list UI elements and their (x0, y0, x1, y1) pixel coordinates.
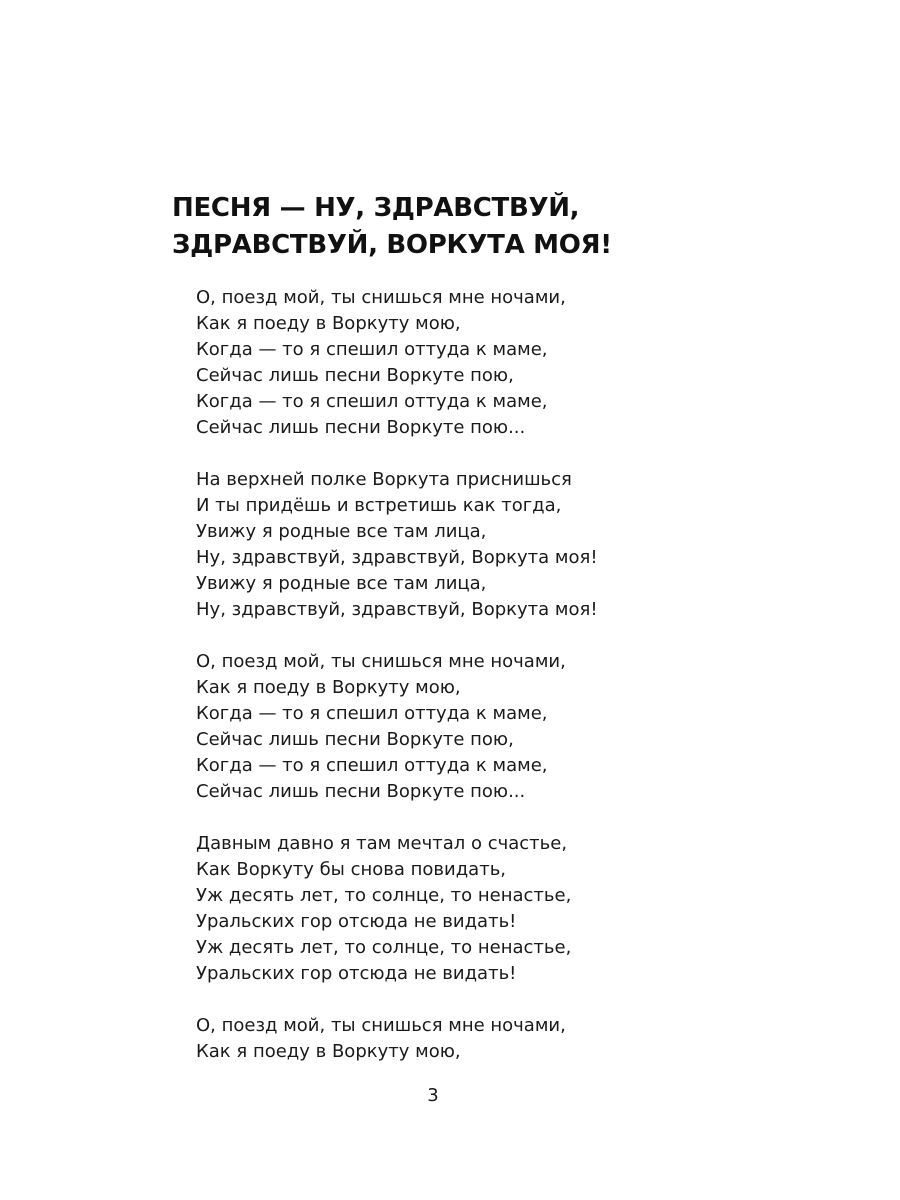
lyric-line: Ну, здравствуй, здравствуй, Воркута моя! (196, 547, 598, 568)
lyric-line: О, поезд мой, ты снишься мне ночами, (196, 1015, 566, 1036)
lyric-line: На верхней полке Воркута приснишься (196, 469, 572, 490)
lyric-line: Как я поеду в Воркуту мою, (196, 677, 461, 698)
stanza-5 (196, 1013, 598, 1065)
lyric-line: Сейчас лишь песни Воркуте пою... (196, 417, 526, 438)
lyric-line: Сейчас лишь песни Воркуте пою, (196, 365, 514, 386)
lyric-line: Когда — то я спешил оттуда к маме, (196, 339, 548, 360)
stanza-4 (196, 831, 598, 987)
lyric-line: Уральских гор отсюда не видать! (196, 963, 517, 984)
lyric-line: Когда — то я спешил оттуда к маме, (196, 703, 548, 724)
lyrics (196, 285, 598, 1091)
lyric-line: Как я поеду в Воркуту мою, (196, 1041, 461, 1062)
lyric-line: Когда — то я спешил оттуда к маме, (196, 391, 548, 412)
lyric-line: О, поезд мой, ты снишься мне ночами, (196, 287, 566, 308)
song-title-line-2: ЗДРАВСТВУЙ, ВОРКУТА МОЯ! (172, 230, 612, 260)
lyric-line: Увижу я родные все там лица, (196, 521, 487, 542)
stanza-3 (196, 649, 598, 805)
song-title-line-1: ПЕСНЯ — НУ, ЗДРАВСТВУЙ, (172, 193, 580, 223)
lyric-line: О, поезд мой, ты снишься мне ночами, (196, 651, 566, 672)
lyric-line: Давным давно я там мечтал о счастье, (196, 833, 568, 854)
song-title (172, 190, 612, 264)
lyric-line: Как Воркуту бы снова повидать, (196, 859, 507, 880)
stanza-2 (196, 467, 598, 623)
lyric-line: Уж десять лет, то солнце, то ненастье, (196, 885, 572, 906)
lyric-line: Ну, здравствуй, здравствуй, Воркута моя! (196, 599, 598, 620)
lyric-line: Сейчас лишь песни Воркуте пою, (196, 729, 514, 750)
lyric-line: Уж десять лет, то солнце, то ненастье, (196, 937, 572, 958)
lyric-line: Когда — то я спешил оттуда к маме, (196, 755, 548, 776)
lyric-line: И ты придёшь и встретишь как тогда, (196, 495, 562, 516)
lyric-line: Как я поеду в Воркуту мою, (196, 313, 461, 334)
page-number: 3 (427, 1085, 439, 1106)
lyric-line: Уральских гор отсюда не видать! (196, 911, 517, 932)
stanza-1 (196, 285, 598, 441)
lyric-line: Сейчас лишь песни Воркуте пою... (196, 781, 526, 802)
lyric-line: Увижу я родные все там лица, (196, 573, 487, 594)
